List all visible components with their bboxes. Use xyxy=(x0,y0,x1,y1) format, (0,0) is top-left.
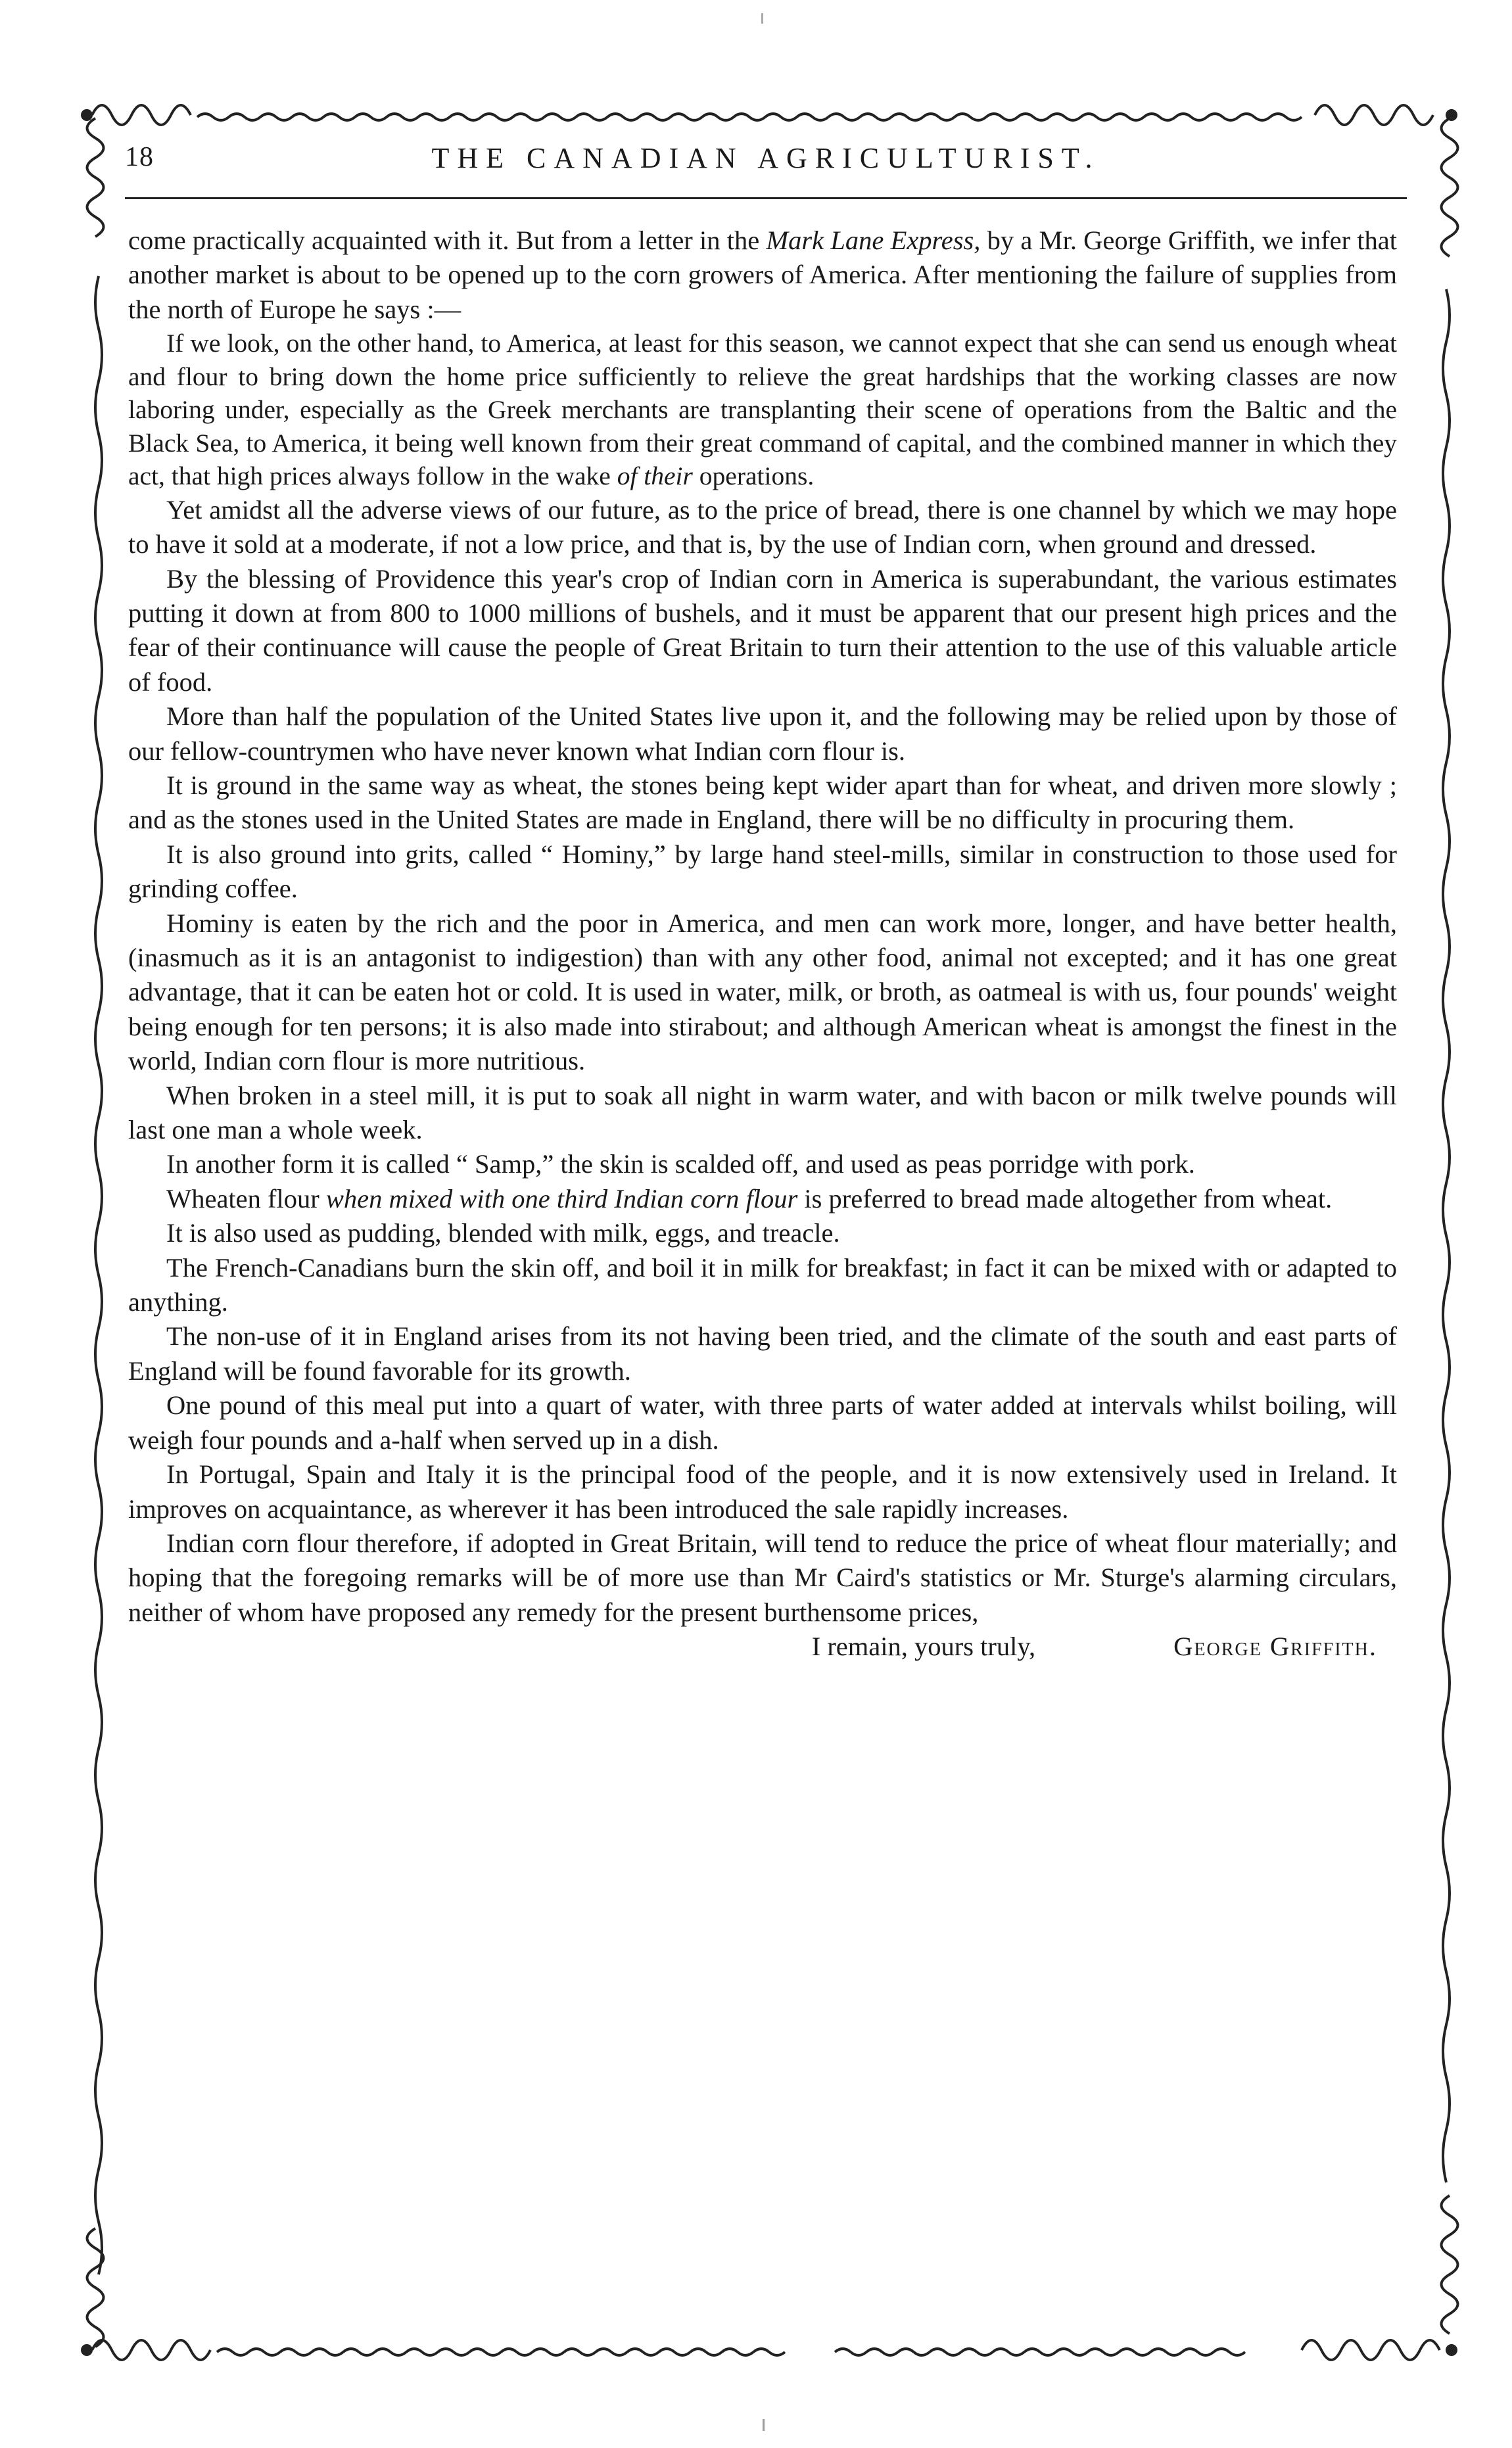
paragraph: In another form it is called “ Samp,” the skin is scalded off, and used as peas porridge with pork. xyxy=(166,1149,1195,1179)
paragraph: Yet amidst all the adverse views of our future, as to the price of bread, there is one channel by which we may hope to have it sold at a moderate, if not a low price, and that is, by the use of Indian corn, when ground and dressed. xyxy=(128,494,1397,559)
page-number: 18 xyxy=(125,142,154,172)
paragraph: It is also ground into grits, called “ Hominy,” by large hand steel-mills, similar in construction to those used for grinding coffee. xyxy=(128,839,1397,904)
page-edge-mark xyxy=(763,2419,765,2431)
paragraph: More than half the population of the United States live upon it, and the following may be relied upon by those of our fellow-countrymen who have never known what Indian corn flour is. xyxy=(128,701,1397,766)
right-border-ornament xyxy=(1427,105,1473,2353)
paragraph: It is ground in the same way as wheat, the stones being kept wider apart than for wheat, and driven more slowly ; and as the stones used in the United States are made in England, there will be no difficulty in procuring them. xyxy=(128,770,1397,835)
paragraph: Wheaten flour when mixed with one third Indian corn flour is preferred to bread made altogether from wheat. xyxy=(166,1183,1333,1213)
top-border-ornament xyxy=(79,92,1459,138)
page-header xyxy=(125,141,1407,187)
quoted-paragraph: If we look, on the other hand, to America, at least for this season, we cannot expect that she can send us enough wheat and flour to bring down the home price sufficiently to relieve the great hardships that the working classes are now laboring under, especially as the Greek merchants are transplanting their scene of operations from the Baltic and the Black Sea, to America, it being well known from their great command of capital, and the combined manner in which they act, that high prices always follow in the wake of their operations. xyxy=(128,329,1397,491)
paragraph: The non-use of it in England arises from its not having been tried, and the climate of the south and east parts of England will be found favorable for its growth. xyxy=(128,1321,1397,1386)
running-title: THE CANADIAN AGRICULTURIST. xyxy=(431,142,1100,174)
closing: I remain, yours truly, xyxy=(811,1632,1036,1662)
left-border-ornament xyxy=(72,105,118,2353)
paragraph: It is also used as pudding, blended with milk, eggs, and treacle. xyxy=(166,1218,840,1248)
paragraph: One pound of this meal put into a quart of water, with three parts of water added at intervals whilst boiling, will weigh four pounds and a-half when served up in a dish. xyxy=(128,1390,1397,1455)
paragraph: The French-Canadians burn the skin off, and boil it in milk for breakfast; in fact it can be mixed with or adapted to anything. xyxy=(128,1252,1397,1317)
paragraph: Hominy is eaten by the rich and the poor in America, and men can work more, longer, and have better health, (inasmuch as it is an antagonist to indigestion) than with any other food, animal not excepted; and it has one great advantage, that it can be eaten hot or cold. It is used in water, milk, or broth, as oatmeal is with us, four pounds' weight being enough for ten persons; it is also made into stirabout; and although American wheat is amongst the finest in the world, Indian corn flour is more nutritious. xyxy=(128,908,1397,1076)
paragraph: When broken in a steel mill, it is put to soak all night in warm water, and with bacon or milk twelve pounds will last one man a whole week. xyxy=(128,1080,1397,1145)
paragraph: In Portugal, Spain and Italy it is the principal food of the people, and it is now extensively used in Ireland. It improves on acquaintance, as wherever it has been introduced the sale rapidly increases. xyxy=(128,1459,1397,1524)
author-signature: George Griffith. xyxy=(1173,1632,1377,1662)
paragraph: By the blessing of Providence this year's crop of Indian corn in America is superabundant, the various estimates putting it down at from 800 to 1000 millions of bushels, and it must be apparent that our present high prices and the fear of their continuance will cause the people of Great Britain to turn their attention to the use of this valuable article of food. xyxy=(128,563,1397,697)
publication-title: Mark Lane Express, xyxy=(766,225,981,255)
signature-line xyxy=(128,1630,1397,1664)
page-edge-mark xyxy=(761,13,763,24)
header-rule xyxy=(125,197,1407,199)
paragraph: come practically acquainted with it. But from a letter in the Mark Lane Express, by a Mr. George Griffith, we infer that another market is about to be opened up to the corn growers of America. After mentioning the failure of supplies from the north of Europe he says :— xyxy=(128,225,1397,324)
paragraph: Indian corn flour therefore, if adopted in Great Britain, will tend to reduce the price of wheat flour materially; and hoping that the foregoing remarks will be of more use than Mr Caird's statistics or Mr. Sturge's alarming circulars, neither of whom have proposed any remedy for the present burthensome prices, xyxy=(128,1528,1397,1627)
article-body xyxy=(128,224,1397,1664)
bottom-border-ornament xyxy=(79,2327,1459,2373)
